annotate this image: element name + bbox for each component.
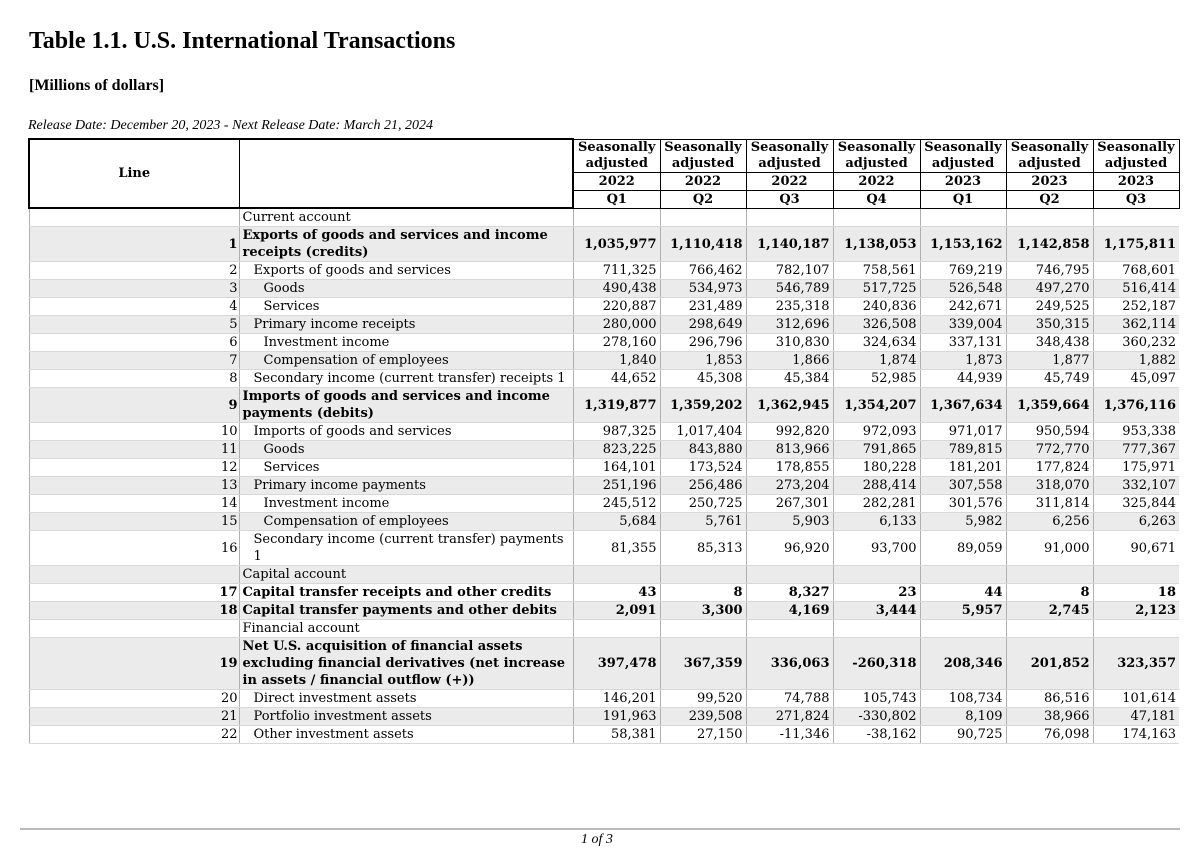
table-row xyxy=(29,513,1179,531)
value-cell: 534,973 xyxy=(660,280,746,298)
value-cell: 208,346 xyxy=(920,638,1006,690)
line-number: 13 xyxy=(29,477,239,495)
value-cell: 108,734 xyxy=(920,690,1006,708)
col-year: 2022 xyxy=(573,172,660,190)
value-cell: 251,196 xyxy=(573,477,660,495)
value-cell: 746,795 xyxy=(1006,262,1093,280)
col-year: 2023 xyxy=(1006,172,1093,190)
col-quarter: Q1 xyxy=(573,190,660,208)
section-row xyxy=(29,566,1179,584)
col-adjust: Seasonally adjusted xyxy=(920,139,1006,172)
value-cell: 76,098 xyxy=(1006,726,1093,744)
value-cell: 337,131 xyxy=(920,334,1006,352)
value-cell: 85,313 xyxy=(660,531,746,566)
table-row xyxy=(29,495,1179,513)
table-row xyxy=(29,638,1179,690)
value-cell: 1,840 xyxy=(573,352,660,370)
value-cell xyxy=(746,566,833,584)
value-cell: 58,381 xyxy=(573,726,660,744)
value-cell: 174,163 xyxy=(1093,726,1179,744)
value-cell: 298,649 xyxy=(660,316,746,334)
value-cell: 256,486 xyxy=(660,477,746,495)
value-cell: 789,815 xyxy=(920,441,1006,459)
line-number: 19 xyxy=(29,638,239,690)
table-row xyxy=(29,708,1179,726)
value-cell: 526,548 xyxy=(920,280,1006,298)
value-cell: 178,855 xyxy=(746,459,833,477)
value-cell xyxy=(1093,208,1179,227)
value-cell xyxy=(660,566,746,584)
value-cell: 516,414 xyxy=(1093,280,1179,298)
value-cell: 231,489 xyxy=(660,298,746,316)
value-cell: 47,181 xyxy=(1093,708,1179,726)
row-label: Capital transfer payments and other debits xyxy=(239,602,573,620)
row-label: Capital transfer receipts and other credits xyxy=(239,584,573,602)
value-cell: 1,142,858 xyxy=(1006,227,1093,262)
value-cell: 181,201 xyxy=(920,459,1006,477)
value-cell: 336,063 xyxy=(746,638,833,690)
value-cell xyxy=(573,208,660,227)
line-number: 10 xyxy=(29,423,239,441)
line-number: 14 xyxy=(29,495,239,513)
row-label: Exports of goods and services xyxy=(239,262,573,280)
value-cell: 953,338 xyxy=(1093,423,1179,441)
line-number xyxy=(29,620,239,638)
row-label: Portfolio investment assets xyxy=(239,708,573,726)
value-cell: 307,558 xyxy=(920,477,1006,495)
line-number: 5 xyxy=(29,316,239,334)
section-row xyxy=(29,208,1179,227)
col-adjust: Seasonally adjusted xyxy=(1093,139,1179,172)
value-cell: 245,512 xyxy=(573,495,660,513)
col-year: 2023 xyxy=(920,172,1006,190)
row-label: Secondary income (current transfer) receipts 1 xyxy=(239,370,573,388)
value-cell: 823,225 xyxy=(573,441,660,459)
value-cell xyxy=(746,208,833,227)
value-cell: -260,318 xyxy=(833,638,920,690)
table-row xyxy=(29,280,1179,298)
footer-divider xyxy=(20,828,1180,830)
value-cell: 89,059 xyxy=(920,531,1006,566)
value-cell: 1,359,664 xyxy=(1006,388,1093,423)
value-cell: 173,524 xyxy=(660,459,746,477)
value-cell: 3,444 xyxy=(833,602,920,620)
table-row xyxy=(29,227,1179,262)
value-cell: 813,966 xyxy=(746,441,833,459)
table-row xyxy=(29,531,1179,566)
value-cell: 249,525 xyxy=(1006,298,1093,316)
line-number: 20 xyxy=(29,690,239,708)
value-cell: 164,101 xyxy=(573,459,660,477)
col-adjust: Seasonally adjusted xyxy=(1006,139,1093,172)
col-year: 2022 xyxy=(660,172,746,190)
value-cell xyxy=(1093,566,1179,584)
value-cell: 971,017 xyxy=(920,423,1006,441)
row-label: Secondary income (current transfer) payments 1 xyxy=(239,531,573,566)
value-cell: 791,865 xyxy=(833,441,920,459)
table-row xyxy=(29,334,1179,352)
line-number: 15 xyxy=(29,513,239,531)
value-cell: 280,000 xyxy=(573,316,660,334)
value-cell: 296,796 xyxy=(660,334,746,352)
value-cell: 1,874 xyxy=(833,352,920,370)
row-label: Primary income payments xyxy=(239,477,573,495)
value-cell: 301,576 xyxy=(920,495,1006,513)
col-adjust: Seasonally adjusted xyxy=(660,139,746,172)
value-cell: 769,219 xyxy=(920,262,1006,280)
table-row xyxy=(29,602,1179,620)
value-cell: 326,508 xyxy=(833,316,920,334)
value-cell: 267,301 xyxy=(746,495,833,513)
value-cell: 91,000 xyxy=(1006,531,1093,566)
value-cell: 1,877 xyxy=(1006,352,1093,370)
value-cell: 950,594 xyxy=(1006,423,1093,441)
value-cell: 43 xyxy=(573,584,660,602)
value-cell: 987,325 xyxy=(573,423,660,441)
line-number: 7 xyxy=(29,352,239,370)
table-title: Table 1.1. U.S. International Transactions xyxy=(29,28,456,54)
value-cell xyxy=(746,620,833,638)
value-cell: 360,232 xyxy=(1093,334,1179,352)
table-row xyxy=(29,262,1179,280)
value-cell: 367,359 xyxy=(660,638,746,690)
value-cell: 350,315 xyxy=(1006,316,1093,334)
value-cell xyxy=(833,566,920,584)
value-cell xyxy=(573,620,660,638)
value-cell: 318,070 xyxy=(1006,477,1093,495)
value-cell: 992,820 xyxy=(746,423,833,441)
table-row xyxy=(29,477,1179,495)
col-quarter: Q2 xyxy=(660,190,746,208)
value-cell: 81,355 xyxy=(573,531,660,566)
value-cell: 96,920 xyxy=(746,531,833,566)
value-cell: 273,204 xyxy=(746,477,833,495)
value-cell: 220,887 xyxy=(573,298,660,316)
value-cell xyxy=(833,208,920,227)
line-number: 8 xyxy=(29,370,239,388)
value-cell: 1,035,977 xyxy=(573,227,660,262)
col-adjust: Seasonally adjusted xyxy=(573,139,660,172)
value-cell: 44 xyxy=(920,584,1006,602)
line-number: 11 xyxy=(29,441,239,459)
line-number: 9 xyxy=(29,388,239,423)
value-cell: 397,478 xyxy=(573,638,660,690)
value-cell: 175,971 xyxy=(1093,459,1179,477)
value-cell: 5,982 xyxy=(920,513,1006,531)
value-cell: 497,270 xyxy=(1006,280,1093,298)
col-quarter: Q2 xyxy=(1006,190,1093,208)
line-header: Line xyxy=(29,139,239,208)
line-number: 6 xyxy=(29,334,239,352)
row-label: Compensation of employees xyxy=(239,513,573,531)
value-cell: 180,228 xyxy=(833,459,920,477)
value-cell: 1,873 xyxy=(920,352,1006,370)
value-cell xyxy=(1006,620,1093,638)
value-cell: 1,140,187 xyxy=(746,227,833,262)
line-number: 1 xyxy=(29,227,239,262)
section-label: Current account xyxy=(239,208,573,227)
value-cell: 52,985 xyxy=(833,370,920,388)
value-cell: 201,852 xyxy=(1006,638,1093,690)
page-number: 1 of 3 xyxy=(581,832,613,847)
value-cell: 312,696 xyxy=(746,316,833,334)
units-label: [Millions of dollars] xyxy=(29,77,165,94)
value-cell: 1,866 xyxy=(746,352,833,370)
value-cell: 843,880 xyxy=(660,441,746,459)
row-label: Imports of goods and services xyxy=(239,423,573,441)
value-cell: -330,802 xyxy=(833,708,920,726)
value-cell: 5,684 xyxy=(573,513,660,531)
value-cell: 324,634 xyxy=(833,334,920,352)
value-cell: 8 xyxy=(1006,584,1093,602)
value-cell: 310,830 xyxy=(746,334,833,352)
row-label: Services xyxy=(239,298,573,316)
row-label: Services xyxy=(239,459,573,477)
table-body xyxy=(29,208,1179,744)
value-cell xyxy=(920,620,1006,638)
value-cell: 768,601 xyxy=(1093,262,1179,280)
row-label: Investment income xyxy=(239,334,573,352)
row-label: Investment income xyxy=(239,495,573,513)
row-label: Primary income receipts xyxy=(239,316,573,334)
line-number xyxy=(29,566,239,584)
section-row xyxy=(29,620,1179,638)
value-cell: 45,308 xyxy=(660,370,746,388)
value-cell: 782,107 xyxy=(746,262,833,280)
value-cell: 1,354,207 xyxy=(833,388,920,423)
value-cell: 18 xyxy=(1093,584,1179,602)
value-cell: 45,097 xyxy=(1093,370,1179,388)
line-number: 17 xyxy=(29,584,239,602)
col-year: 2022 xyxy=(833,172,920,190)
value-cell: 2,091 xyxy=(573,602,660,620)
row-label: Goods xyxy=(239,280,573,298)
value-cell: 332,107 xyxy=(1093,477,1179,495)
value-cell: 772,770 xyxy=(1006,441,1093,459)
row-label: Exports of goods and services and income receipts (credits) xyxy=(239,227,573,262)
value-cell: -38,162 xyxy=(833,726,920,744)
value-cell: 288,414 xyxy=(833,477,920,495)
release-date: Release Date: December 20, 2023 - Next Release Date: March 21, 2024 xyxy=(28,118,433,133)
value-cell xyxy=(920,566,1006,584)
col-year: 2023 xyxy=(1093,172,1179,190)
value-cell: 252,187 xyxy=(1093,298,1179,316)
value-cell: 5,761 xyxy=(660,513,746,531)
value-cell: 339,004 xyxy=(920,316,1006,334)
value-cell: 45,384 xyxy=(746,370,833,388)
line-number: 16 xyxy=(29,531,239,566)
value-cell: 45,749 xyxy=(1006,370,1093,388)
value-cell: 1,376,116 xyxy=(1093,388,1179,423)
col-quarter: Q3 xyxy=(746,190,833,208)
value-cell: 1,367,634 xyxy=(920,388,1006,423)
value-cell: 1,882 xyxy=(1093,352,1179,370)
table-row xyxy=(29,423,1179,441)
value-cell xyxy=(1006,566,1093,584)
value-cell: 1,153,162 xyxy=(920,227,1006,262)
description-header xyxy=(239,139,573,208)
value-cell: 90,671 xyxy=(1093,531,1179,566)
value-cell: 1,853 xyxy=(660,352,746,370)
line-number xyxy=(29,208,239,227)
value-cell: 311,814 xyxy=(1006,495,1093,513)
col-year: 2022 xyxy=(746,172,833,190)
value-cell: 6,256 xyxy=(1006,513,1093,531)
line-number: 22 xyxy=(29,726,239,744)
col-quarter: Q4 xyxy=(833,190,920,208)
table-row xyxy=(29,316,1179,334)
value-cell: 242,671 xyxy=(920,298,1006,316)
table-row xyxy=(29,584,1179,602)
value-cell: 235,318 xyxy=(746,298,833,316)
value-cell: 191,963 xyxy=(573,708,660,726)
table-row xyxy=(29,298,1179,316)
value-cell: 6,263 xyxy=(1093,513,1179,531)
value-cell: 27,150 xyxy=(660,726,746,744)
line-number: 12 xyxy=(29,459,239,477)
value-cell: 758,561 xyxy=(833,262,920,280)
value-cell: 517,725 xyxy=(833,280,920,298)
value-cell: 1,138,053 xyxy=(833,227,920,262)
line-number: 2 xyxy=(29,262,239,280)
value-cell: 972,093 xyxy=(833,423,920,441)
table-row xyxy=(29,388,1179,423)
col-adjust: Seasonally adjusted xyxy=(833,139,920,172)
value-cell: 766,462 xyxy=(660,262,746,280)
value-cell: 23 xyxy=(833,584,920,602)
col-quarter: Q3 xyxy=(1093,190,1179,208)
value-cell xyxy=(660,620,746,638)
value-cell: 239,508 xyxy=(660,708,746,726)
value-cell: 105,743 xyxy=(833,690,920,708)
table-row xyxy=(29,690,1179,708)
value-cell: 99,520 xyxy=(660,690,746,708)
section-label: Capital account xyxy=(239,566,573,584)
value-cell: 4,169 xyxy=(746,602,833,620)
value-cell: 362,114 xyxy=(1093,316,1179,334)
value-cell: 5,903 xyxy=(746,513,833,531)
value-cell: 177,824 xyxy=(1006,459,1093,477)
value-cell: 93,700 xyxy=(833,531,920,566)
value-cell: 6,133 xyxy=(833,513,920,531)
value-cell xyxy=(1093,620,1179,638)
value-cell xyxy=(920,208,1006,227)
col-adjust: Seasonally adjusted xyxy=(746,139,833,172)
line-number: 21 xyxy=(29,708,239,726)
value-cell: -11,346 xyxy=(746,726,833,744)
row-label: Other investment assets xyxy=(239,726,573,744)
line-number: 18 xyxy=(29,602,239,620)
table-row xyxy=(29,370,1179,388)
value-cell: 271,824 xyxy=(746,708,833,726)
value-cell: 777,367 xyxy=(1093,441,1179,459)
value-cell: 101,614 xyxy=(1093,690,1179,708)
value-cell: 86,516 xyxy=(1006,690,1093,708)
value-cell: 8,109 xyxy=(920,708,1006,726)
value-cell: 1,359,202 xyxy=(660,388,746,423)
row-label: Direct investment assets xyxy=(239,690,573,708)
value-cell: 74,788 xyxy=(746,690,833,708)
value-cell: 325,844 xyxy=(1093,495,1179,513)
row-label: Imports of goods and services and income payments (debits) xyxy=(239,388,573,423)
value-cell: 44,652 xyxy=(573,370,660,388)
value-cell: 1,362,945 xyxy=(746,388,833,423)
table-row xyxy=(29,441,1179,459)
value-cell: 38,966 xyxy=(1006,708,1093,726)
value-cell: 490,438 xyxy=(573,280,660,298)
value-cell: 278,160 xyxy=(573,334,660,352)
value-cell: 8 xyxy=(660,584,746,602)
value-cell: 2,123 xyxy=(1093,602,1179,620)
value-cell: 250,725 xyxy=(660,495,746,513)
col-quarter: Q1 xyxy=(920,190,1006,208)
value-cell: 2,745 xyxy=(1006,602,1093,620)
value-cell: 90,725 xyxy=(920,726,1006,744)
value-cell: 323,357 xyxy=(1093,638,1179,690)
value-cell: 240,836 xyxy=(833,298,920,316)
row-label: Goods xyxy=(239,441,573,459)
value-cell: 711,325 xyxy=(573,262,660,280)
value-cell xyxy=(660,208,746,227)
value-cell: 348,438 xyxy=(1006,334,1093,352)
section-label: Financial account xyxy=(239,620,573,638)
value-cell xyxy=(573,566,660,584)
value-cell: 1,175,811 xyxy=(1093,227,1179,262)
table-row xyxy=(29,459,1179,477)
transactions-table xyxy=(28,138,1180,744)
line-number: 4 xyxy=(29,298,239,316)
table-row xyxy=(29,352,1179,370)
value-cell: 546,789 xyxy=(746,280,833,298)
value-cell: 282,281 xyxy=(833,495,920,513)
value-cell xyxy=(833,620,920,638)
table-row xyxy=(29,726,1179,744)
value-cell: 146,201 xyxy=(573,690,660,708)
value-cell: 8,327 xyxy=(746,584,833,602)
value-cell: 1,017,404 xyxy=(660,423,746,441)
row-label: Compensation of employees xyxy=(239,352,573,370)
value-cell: 5,957 xyxy=(920,602,1006,620)
row-label: Net U.S. acquisition of financial assets excluding financial derivatives (net increase in assets / financial outflow (+)) xyxy=(239,638,573,690)
value-cell: 1,110,418 xyxy=(660,227,746,262)
table-header xyxy=(29,139,1179,208)
value-cell xyxy=(1006,208,1093,227)
value-cell: 3,300 xyxy=(660,602,746,620)
line-number: 3 xyxy=(29,280,239,298)
value-cell: 44,939 xyxy=(920,370,1006,388)
value-cell: 1,319,877 xyxy=(573,388,660,423)
